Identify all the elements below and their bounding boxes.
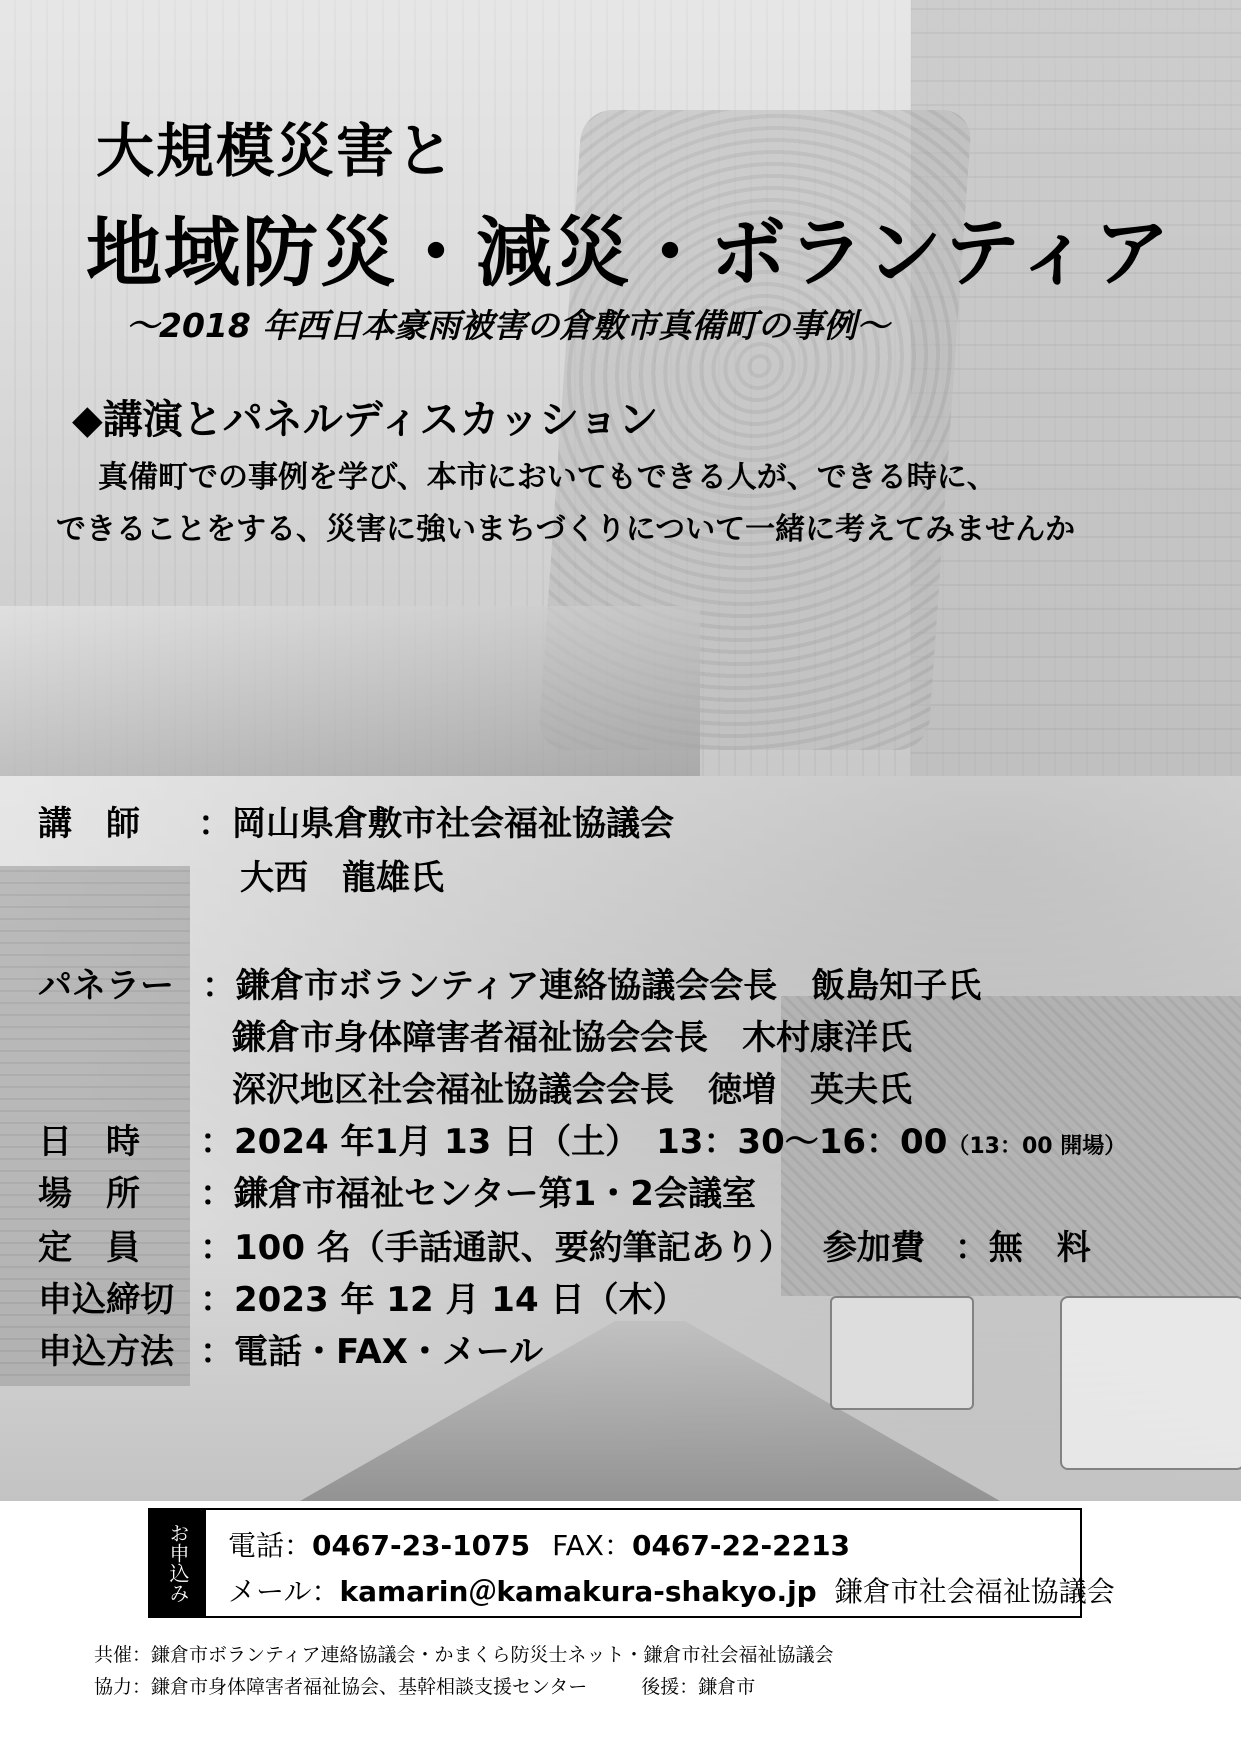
panelist-1: ：鎌倉市ボランティア連絡協議会会長 飯島知子氏 [202,966,982,1006]
deadline-label: 申込締切 [38,1280,174,1320]
panelist-row [38,958,981,1007]
venue-value: ：鎌倉市福祉センター第1・2会議室 [200,1174,756,1214]
organizers: 共催：鎌倉市ボランティア連絡協議会・かまくら防災士ネット・鎌倉市社会福祉協議会 [94,1644,834,1666]
truck [830,1296,974,1410]
lecturer-label: 講 師 [38,804,140,844]
cooperation: 協力：鎌倉市身体障害者福祉協会、基幹相談支援センター [94,1676,588,1698]
capacity-label: 定 員 [38,1228,140,1268]
section-heading: ◆講演とパネルディスカッション [72,397,659,443]
contact-box [148,1508,1115,1618]
venue-label: 場 所 [38,1174,140,1214]
title-line-2: 地域防災・減災・ボランティア [86,208,1172,297]
description-line-2: できることをする、災害に強いまちづくりについて一緒に考えてみませんか [56,512,1076,547]
cooperation-row [94,1672,755,1699]
support: 後援：鎌倉市 [641,1676,756,1698]
fax-label: FAX： [552,1529,632,1562]
venue-row [38,1166,756,1215]
mail-label: メール： [228,1575,340,1608]
fax-number[interactable]: 0467-22-2213 [631,1529,851,1562]
deadline-value: ：2023 年 12 月 14 日（木） [200,1280,687,1320]
date-row [38,1114,1126,1163]
panelist-3: 深沢地区社会福祉協議会会長 徳増 英夫氏 [232,1070,912,1110]
fee-label: 参加費 [822,1228,925,1268]
date-value: ：2024 年1月 13 日（土） 13：30～16：00 [200,1122,948,1162]
lecturer-row [38,796,674,845]
contact-tag: お申込み [150,1510,206,1616]
panelist-2: 鎌倉市身体障害者福祉協会会長 木村康洋氏 [232,1018,912,1058]
method-row [38,1324,543,1373]
phone-number[interactable]: 0467-23-1075 [312,1529,531,1562]
date-label: 日 時 [38,1122,140,1162]
damaged-road [0,606,700,776]
truck [1060,1296,1241,1470]
description-line-1: 真備町での事例を学び、本市においてもできる人が、できる時に、 [98,460,997,495]
title-line-1: 大規模災害と [96,117,457,185]
deadline-row [38,1272,686,1321]
method-value: ：電話・FAX・メール [200,1332,544,1372]
date-note: （13：00 開場） [947,1134,1127,1159]
phone-label: 電話： [228,1529,313,1562]
email-link[interactable]: kamarin＠kamakura-shakyo.jp [339,1575,817,1608]
contact-phone-line [228,1524,850,1564]
method-label: 申込方法 [38,1332,174,1372]
subtitle: ～2018 年西日本豪雨被害の倉敷市真備町の事例～ [126,306,890,345]
contact-org: 鎌倉市社会福祉協議会 [834,1575,1115,1608]
lecturer-name: 大西 龍雄氏 [240,858,444,898]
capacity-value: ：100 名（手話通訳、要約筆記あり） [200,1228,793,1268]
fee-value: ：無 料 [954,1228,1091,1268]
contact-mail-line [228,1570,1115,1610]
panelist-label: パネラー [38,966,174,1006]
capacity-row [38,1220,1091,1269]
lecturer-org: ：岡山県倉敷市社会福祉協議会 [198,804,674,844]
